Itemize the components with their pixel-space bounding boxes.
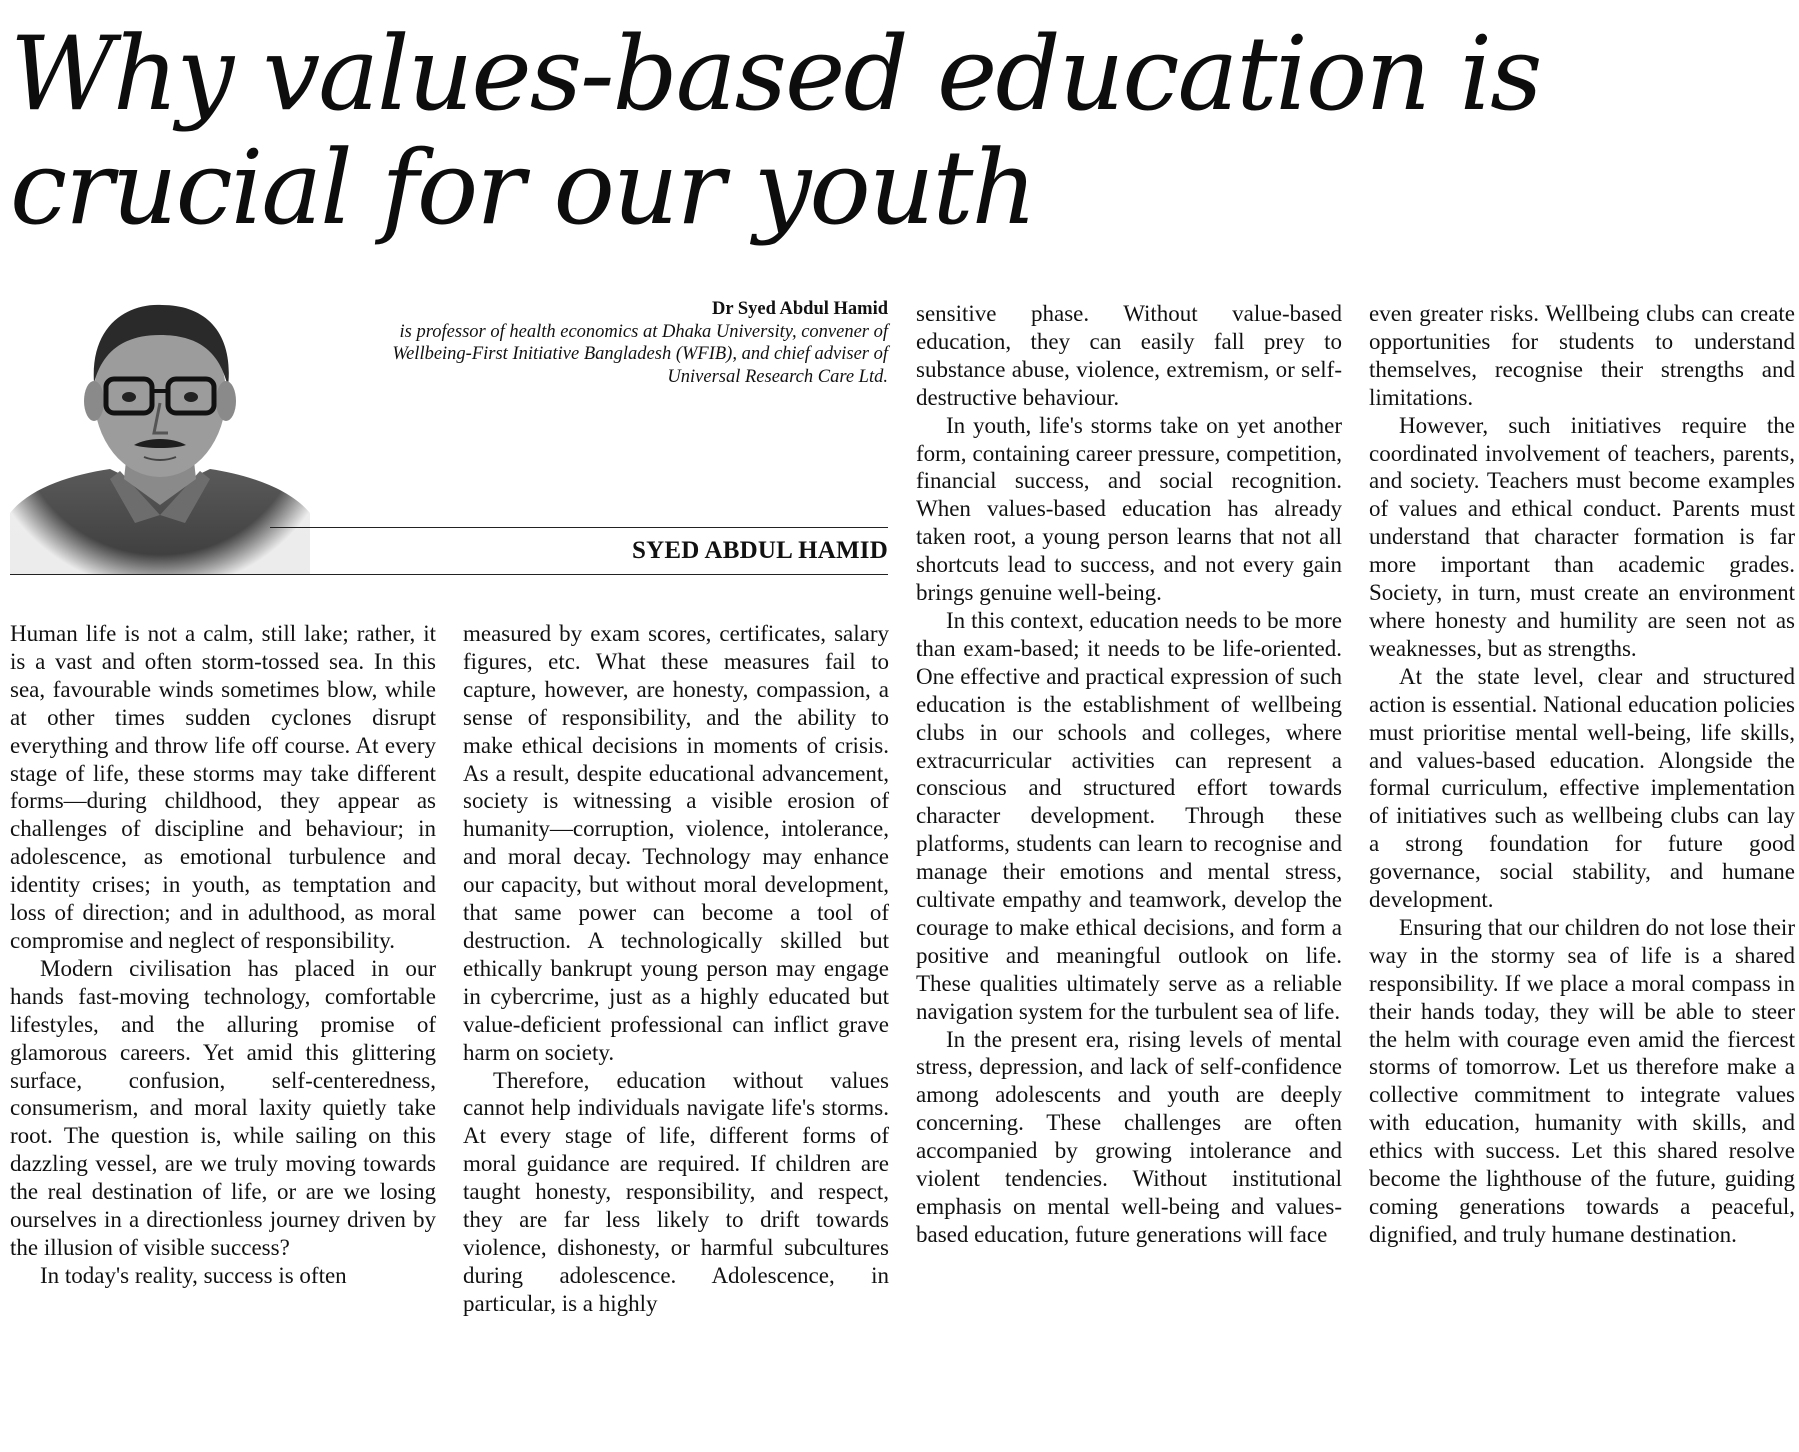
paragraph: sensitive phase. Without value-based education, they can easily fall prey to substance abuse, violence, extremism, or self-destructive behaviour. (916, 301, 1342, 410)
byline: SYED ABDUL HAMID (631, 537, 888, 564)
paragraph: Modern civilisation has placed in our hands fast-moving technology, comfortable lifestyles, and the alluring promise of glamorous careers. Yet amid this glittering surface, confusion, self-centeredness, consumerism, and moral laxity quietly take root. The question is, while sailing on this dazzling vessel, are we truly moving towards the real destination of life, or are we losing ourselves in a directionless journey driven by the illusion of visible success? (10, 955, 436, 1260)
paragraph: In this context, education needs to be more than exam-based; it needs to be life-oriented. One effective and practical expression of such education is the establishment of wellbeing clubs in our schools and colleges, where extracurricular activities can represent a conscious and structured effort towards character development. Through these platforms, students can learn to recognise and manage their emotions and mental stress, cultivate empathy and teamwork, develop the courage to make ethical decisions, and form a positive and meaningful outlook on life. These qualities ultimately serve as a reliable navigation system for the turbulent sea of life. (916, 607, 1342, 1024)
paragraph: Therefore, education without values cannot help individuals navigate life's storms. At every stage of life, different forms of moral guidance are required. If children are taught honesty, responsibility, and respect, they are far less likely to drift towards violence, dishonesty, or harmful subcultures during adolescence. Adolescence, in particular, is a highly (463, 1067, 889, 1316)
byline-top-rule (270, 527, 888, 528)
paragraph: Human life is not a calm, still lake; rather, it is a vast and often storm-tossed sea. In this sea, favourable winds sometimes blow, while at other times sudden cyclones disrupt everything and throw life off course. At every stage of life, these storms may take different forms—during childhood, they appear as challenges of discipline and behaviour; in adolescence, as emotional turbulence and identity crises; in youth, as temptation and loss of direction; and in adulthood, as moral compromise and neglect of responsibility. (10, 621, 436, 953)
paragraph: In the present era, rising levels of mental stress, depression, and lack of self-confidence among adolescents and youth are deeply concerning. These challenges are often accompanied by growing intolerance and violent tendencies. Without institutional emphasis on mental well-being and values-based education, future generations will face (916, 1026, 1342, 1247)
article-column-3 (916, 300, 1342, 1442)
author-name: Dr Syed Abdul Hamid (712, 299, 888, 319)
paragraph: Ensuring that our children do not lose their way in the stormy sea of life is a shared responsibility. If we place a moral compass in their hands today, they will be able to steer the helm with courage even amid the fiercest storms of tomorrow. Let us therefore make a collective commitment to integrate values with education, humanity with skills, and ethics with success. Let this shared resolve become the lighthouse of the future, guiding coming generations towards a peaceful, dignified, and truly humane destination. (1369, 914, 1795, 1247)
author-description: is professor of health economics at Dhaka University, convener of Wellbeing-First Initiative Bangladesh (WFIB), and chief adviser of Universal Research Care Ltd. (392, 321, 888, 387)
paragraph: In youth, life's storms take on yet another form, containing career pressure, competition, financial success, and social recognition. When values-based education has already taken root, a young person learns that not all shortcuts lead to success, and not every gain brings genuine well-being. (916, 412, 1342, 606)
byline-bottom-rule (10, 574, 888, 575)
paragraph: However, such initiatives require the coordinated involvement of teachers, parents, and society. Teachers must become examples of values and ethical conduct. Parents must understand that character formation is far more important than academic grades. Society, in turn, must create an environment where honesty and humility are seen not as weaknesses, but as strengths. (1369, 412, 1795, 661)
article-column-1 (10, 620, 436, 1442)
paragraph: measured by exam scores, certificates, salary figures, etc. What these measures fail to capture, however, are honesty, compassion, a sense of responsibility, and the ability to make ethical decisions in moments of crisis. As a result, despite educational advancement, society is witnessing a visible erosion of humanity—corruption, violence, intolerance, and moral decay. Technology may enhance our capacity, but without moral development, that same power can become a tool of destruction. A technologically skilled but ethically bankrupt young person may engage in cybercrime, just as a highly educated but value-deficient professional can inflict grave harm on society. (463, 621, 889, 1065)
headline: Why values-based education is crucial for our youth (10, 15, 1541, 248)
author-bio (380, 298, 888, 388)
article-column-4 (1369, 300, 1795, 1442)
author-photo (10, 283, 310, 575)
paragraph: At the state level, clear and structured action is essential. National education policies must prioritise mental well-being, life skills, and values-based education. Alongside the formal curriculum, effective implementation of initiatives such as wellbeing clubs can lay a strong foundation for future good governance, social stability, and humane development. (1369, 663, 1795, 913)
article-column-2 (463, 620, 889, 1442)
paragraph: In today's reality, success is often (40, 1262, 347, 1288)
paragraph: even greater risks. Wellbeing clubs can create opportunities for students to understand themselves, recognise their strengths and limitations. (1369, 301, 1795, 410)
